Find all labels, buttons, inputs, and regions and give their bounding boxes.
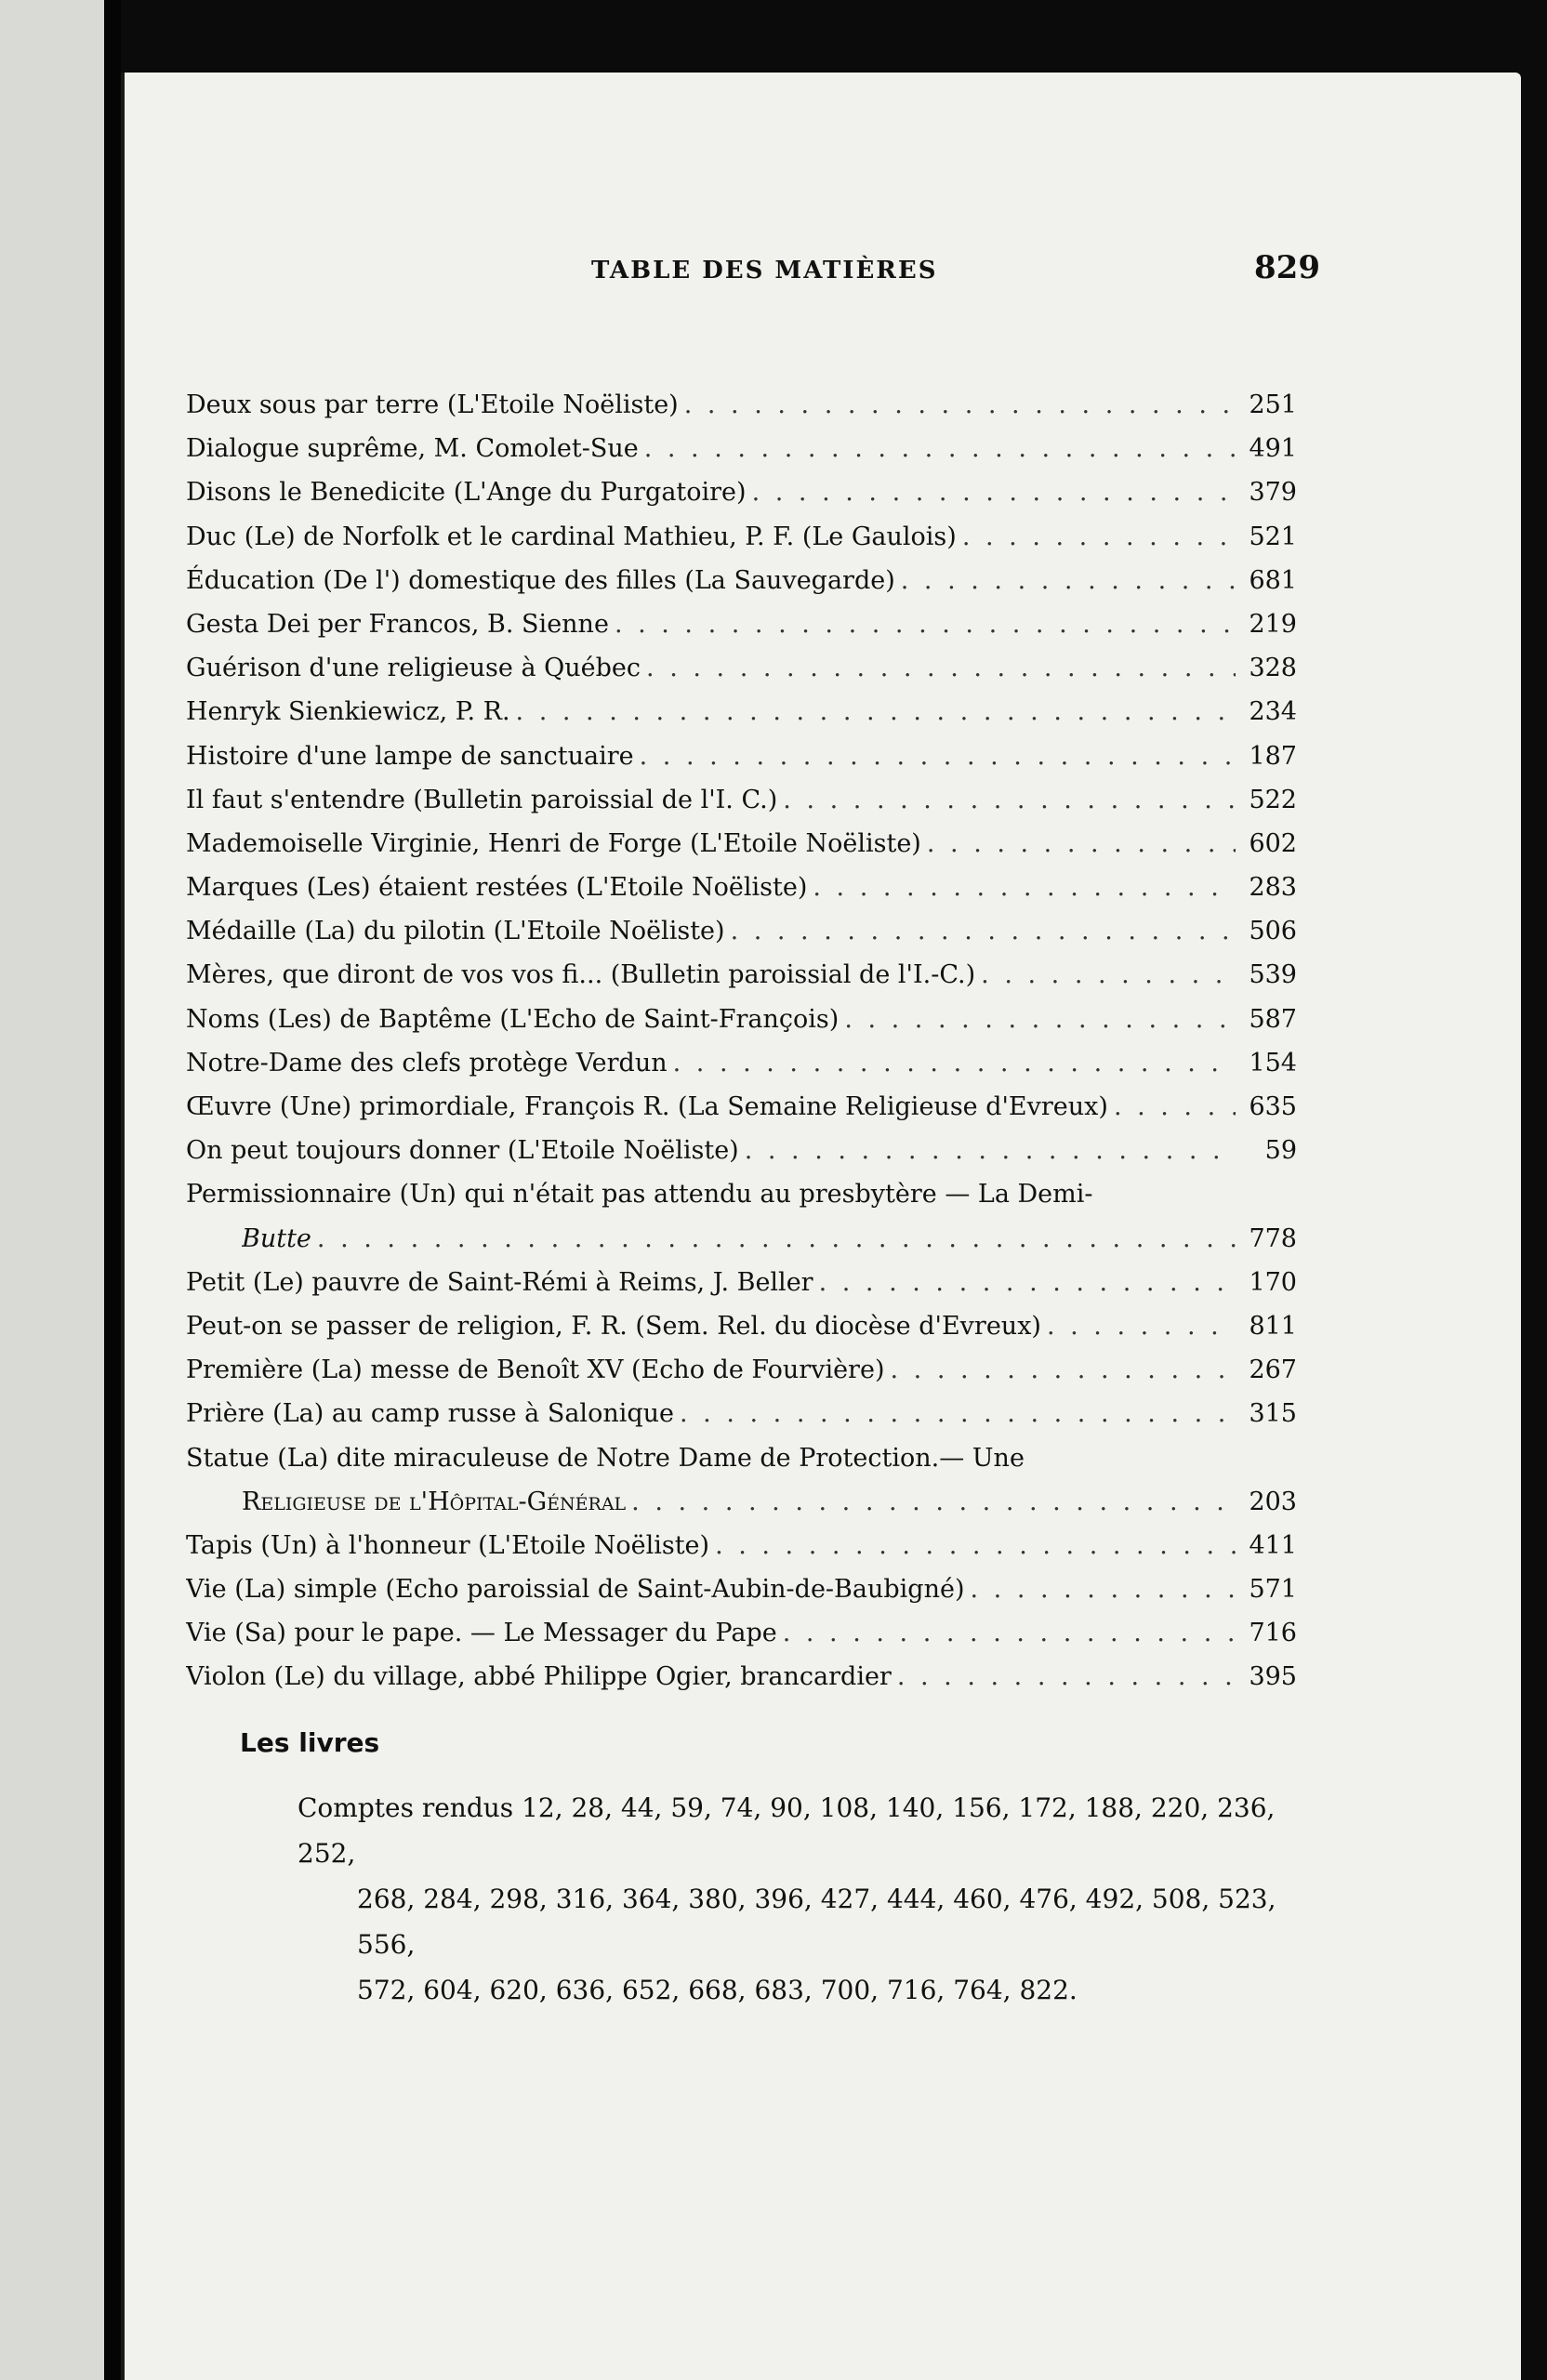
toc-entry — [186, 1392, 1297, 1435]
leader-dots — [516, 690, 1236, 734]
toc-entry-title: Dialogue suprême, M. Comolet-Sue — [186, 434, 639, 464]
toc-entry-page: 379 — [1249, 478, 1297, 508]
leader-dots — [631, 1480, 1236, 1524]
toc-entry-title: Première (La) messe de Benoît XV (Echo de Fourvière) — [186, 1355, 885, 1385]
toc-entry — [186, 690, 1297, 734]
toc-entry-title: Petit (Le) pauvre de Saint-Rémi à Reims, J. Beller — [186, 1267, 813, 1297]
section-heading-books: Les livres — [240, 1727, 380, 1758]
toc-entry — [186, 1611, 1297, 1655]
toc-entry-page: 187 — [1249, 741, 1297, 771]
leader-dots — [673, 1041, 1236, 1085]
toc-entry-page: 411 — [1249, 1530, 1297, 1560]
toc-entry — [186, 909, 1297, 953]
leader-dots — [1114, 1085, 1236, 1129]
toc-entry — [186, 470, 1297, 514]
toc-entry-title: Noms (Les) de Baptême (L'Echo de Saint-François) — [186, 1004, 840, 1034]
toc-entry-page: 602 — [1249, 828, 1297, 858]
table-of-contents — [186, 383, 1297, 1699]
leader-dots — [981, 953, 1236, 997]
toc-entry — [186, 1348, 1297, 1392]
leader-dots — [684, 383, 1236, 427]
toc-entry-title: Guérison d'une religieuse à Québec — [186, 654, 641, 683]
toc-entry-title: Gesta Dei per Francos, B. Sienne — [186, 609, 609, 639]
toc-entry — [186, 1304, 1297, 1348]
toc-entry-title: Prière (La) au camp russe à Salonique — [186, 1399, 674, 1429]
toc-entry-title: Œuvre (Une) primordiale, François R. (La Semaine Religieuse d'Evreux) — [186, 1092, 1108, 1121]
leader-dots — [783, 1611, 1236, 1655]
leader-dots — [731, 909, 1236, 953]
toc-entry-title: Il faut s'entendre (Bulletin paroissial de l'I. C.) — [186, 785, 778, 814]
page-title: TABLE DES MATIÈRES — [591, 257, 938, 284]
toc-entry-title: Disons le Benedicite (L'Ange du Purgatoire) — [186, 478, 747, 508]
toc-entry-page: 521 — [1249, 522, 1297, 551]
toc-entry-title: Deux sous par terre (L'Etoile Noëliste) — [186, 390, 679, 419]
leader-dots — [615, 602, 1236, 646]
leader-dots — [640, 734, 1236, 778]
toc-entry-page: 716 — [1249, 1619, 1297, 1648]
toc-entry-title: Médaille (La) du pilotin (L'Etoile Noëliste) — [186, 917, 725, 946]
toc-entry — [186, 1655, 1297, 1699]
leader-dots — [819, 1261, 1236, 1304]
toc-entry-title: Histoire d'une lampe de sanctuaire — [186, 741, 634, 771]
leader-dots — [317, 1217, 1236, 1261]
toc-entry-page: 522 — [1249, 785, 1297, 814]
page-number: 829 — [1254, 249, 1320, 286]
toc-entry — [186, 559, 1297, 602]
leader-dots — [752, 470, 1236, 514]
toc-entry — [186, 515, 1297, 559]
toc-entry — [186, 1085, 1297, 1129]
toc-entry-page: 154 — [1249, 1048, 1297, 1078]
toc-entry-page: 491 — [1249, 434, 1297, 464]
adjacent-page-edge — [0, 0, 104, 2380]
toc-entry — [186, 427, 1297, 470]
toc-entry — [186, 1129, 1297, 1172]
page-gutter — [104, 0, 121, 2380]
leader-dots — [783, 778, 1236, 822]
leader-dots — [890, 1348, 1236, 1392]
toc-entry-page: 203 — [1249, 1487, 1297, 1516]
toc-entry-title: Marques (Les) étaient restées (L'Etoile Noëliste) — [186, 873, 808, 903]
toc-entry-page: 283 — [1249, 873, 1297, 903]
toc-entry-title: Henryk Sienkiewicz, P. R. — [186, 697, 510, 727]
leader-dots — [715, 1524, 1236, 1567]
toc-entry-page: 571 — [1249, 1575, 1297, 1605]
toc-entry-page: 811 — [1249, 1311, 1297, 1341]
leader-dots — [646, 646, 1236, 690]
toc-entry-page: 395 — [1249, 1662, 1297, 1692]
toc-entry-page: 328 — [1249, 654, 1297, 683]
leader-dots — [927, 822, 1236, 866]
toc-entry-page: 539 — [1249, 960, 1297, 990]
toc-entry-page: 506 — [1249, 917, 1297, 946]
leader-dots — [745, 1129, 1236, 1172]
toc-entry-title: Éducation (De l') domestique des filles (La Sauvegarde) — [186, 565, 895, 595]
toc-entry — [186, 1524, 1297, 1567]
toc-entry-page: 234 — [1249, 697, 1297, 727]
toc-entry-title: Violon (Le) du village, abbé Philippe Ogier, brancardier — [186, 1662, 892, 1692]
toc-entry — [186, 1567, 1297, 1611]
toc-entry-title: Vie (Sa) pour le pape. — Le Messager du Pape — [186, 1619, 777, 1648]
toc-entry — [186, 1041, 1297, 1085]
toc-entry — [186, 646, 1297, 690]
toc-entry-page: 681 — [1249, 565, 1297, 595]
leader-dots — [813, 866, 1236, 909]
toc-entry-page: 267 — [1249, 1355, 1297, 1385]
toc-entry-page: 251 — [1249, 390, 1297, 419]
toc-entry-page: 59 — [1264, 1136, 1297, 1166]
leader-dots — [644, 427, 1236, 470]
leader-dots — [962, 515, 1236, 559]
toc-entry — [186, 953, 1297, 997]
toc-entry-first-line — [186, 1172, 1297, 1216]
toc-entry — [186, 1261, 1297, 1304]
toc-entry-title: Duc (Le) de Norfolk et le cardinal Mathieu, P. F. (Le Gaulois) — [186, 522, 957, 551]
toc-entry — [186, 734, 1297, 778]
toc-entry-first-line — [186, 1436, 1297, 1480]
toc-entry-title: Mademoiselle Virginie, Henri de Forge (L'Etoile Noëliste) — [186, 828, 921, 858]
book-reviews-paragraph — [298, 1785, 1302, 2013]
toc-entry-continuation — [186, 1217, 1297, 1261]
toc-entry-title: Butte — [242, 1223, 311, 1253]
toc-entry-title: Mères, que diront de vos vos fi... (Bulletin paroissial de l'I.-C.) — [186, 960, 976, 990]
toc-entry-title: Permissionnaire (Un) qui n'était pas attendu au presbytère — La Demi- — [186, 1180, 1093, 1210]
toc-entry-page: 778 — [1249, 1223, 1297, 1253]
toc-entry-title: Tapis (Un) à l'honneur (L'Etoile Noëliste) — [186, 1530, 710, 1560]
leader-dots — [1047, 1304, 1236, 1348]
leader-dots — [680, 1392, 1236, 1435]
toc-entry-continuation — [186, 1480, 1297, 1524]
toc-entry-page: 635 — [1249, 1092, 1297, 1121]
page-header — [465, 249, 1320, 309]
toc-entry-page: 587 — [1249, 1004, 1297, 1034]
toc-entry — [186, 778, 1297, 822]
reviews-line-2: 268, 284, 298, 316, 364, 380, 396, 427, 444, 460, 476, 492, 508, 523, 556, — [357, 1884, 1276, 1960]
toc-entry — [186, 866, 1297, 909]
toc-entry-title: Statue (La) dite miraculeuse de Notre Dame de Protection.— Une — [186, 1443, 1025, 1473]
toc-entry-page: 219 — [1249, 609, 1297, 639]
leader-dots — [901, 559, 1236, 602]
reviews-line-1: Comptes rendus 12, 28, 44, 59, 74, 90, 108, 140, 156, 172, 188, 220, 236, 252, — [298, 1792, 1276, 1869]
toc-entry — [186, 383, 1297, 427]
toc-entry-page: 315 — [1249, 1399, 1297, 1429]
toc-entry — [186, 602, 1297, 646]
toc-entry-title: Vie (La) simple (Echo paroissial de Saint-Aubin-de-Baubigné) — [186, 1575, 965, 1605]
toc-entry — [186, 998, 1297, 1041]
leader-dots — [844, 998, 1236, 1041]
leader-dots — [970, 1567, 1236, 1611]
reviews-line-3: 572, 604, 620, 636, 652, 668, 683, 700, 716, 764, 822. — [357, 1975, 1078, 2005]
toc-entry — [186, 822, 1297, 866]
toc-entry-page: 170 — [1249, 1267, 1297, 1297]
toc-entry-title: Notre-Dame des clefs protège Verdun — [186, 1048, 668, 1078]
toc-entry-title: Religieuse de l'Hôpital-Général — [242, 1487, 627, 1516]
leader-dots — [897, 1655, 1236, 1699]
toc-entry-title: Peut-on se passer de religion, F. R. (Sem. Rel. du diocèse d'Evreux) — [186, 1311, 1041, 1341]
toc-entry-title: On peut toujours donner (L'Etoile Noëliste) — [186, 1136, 739, 1166]
